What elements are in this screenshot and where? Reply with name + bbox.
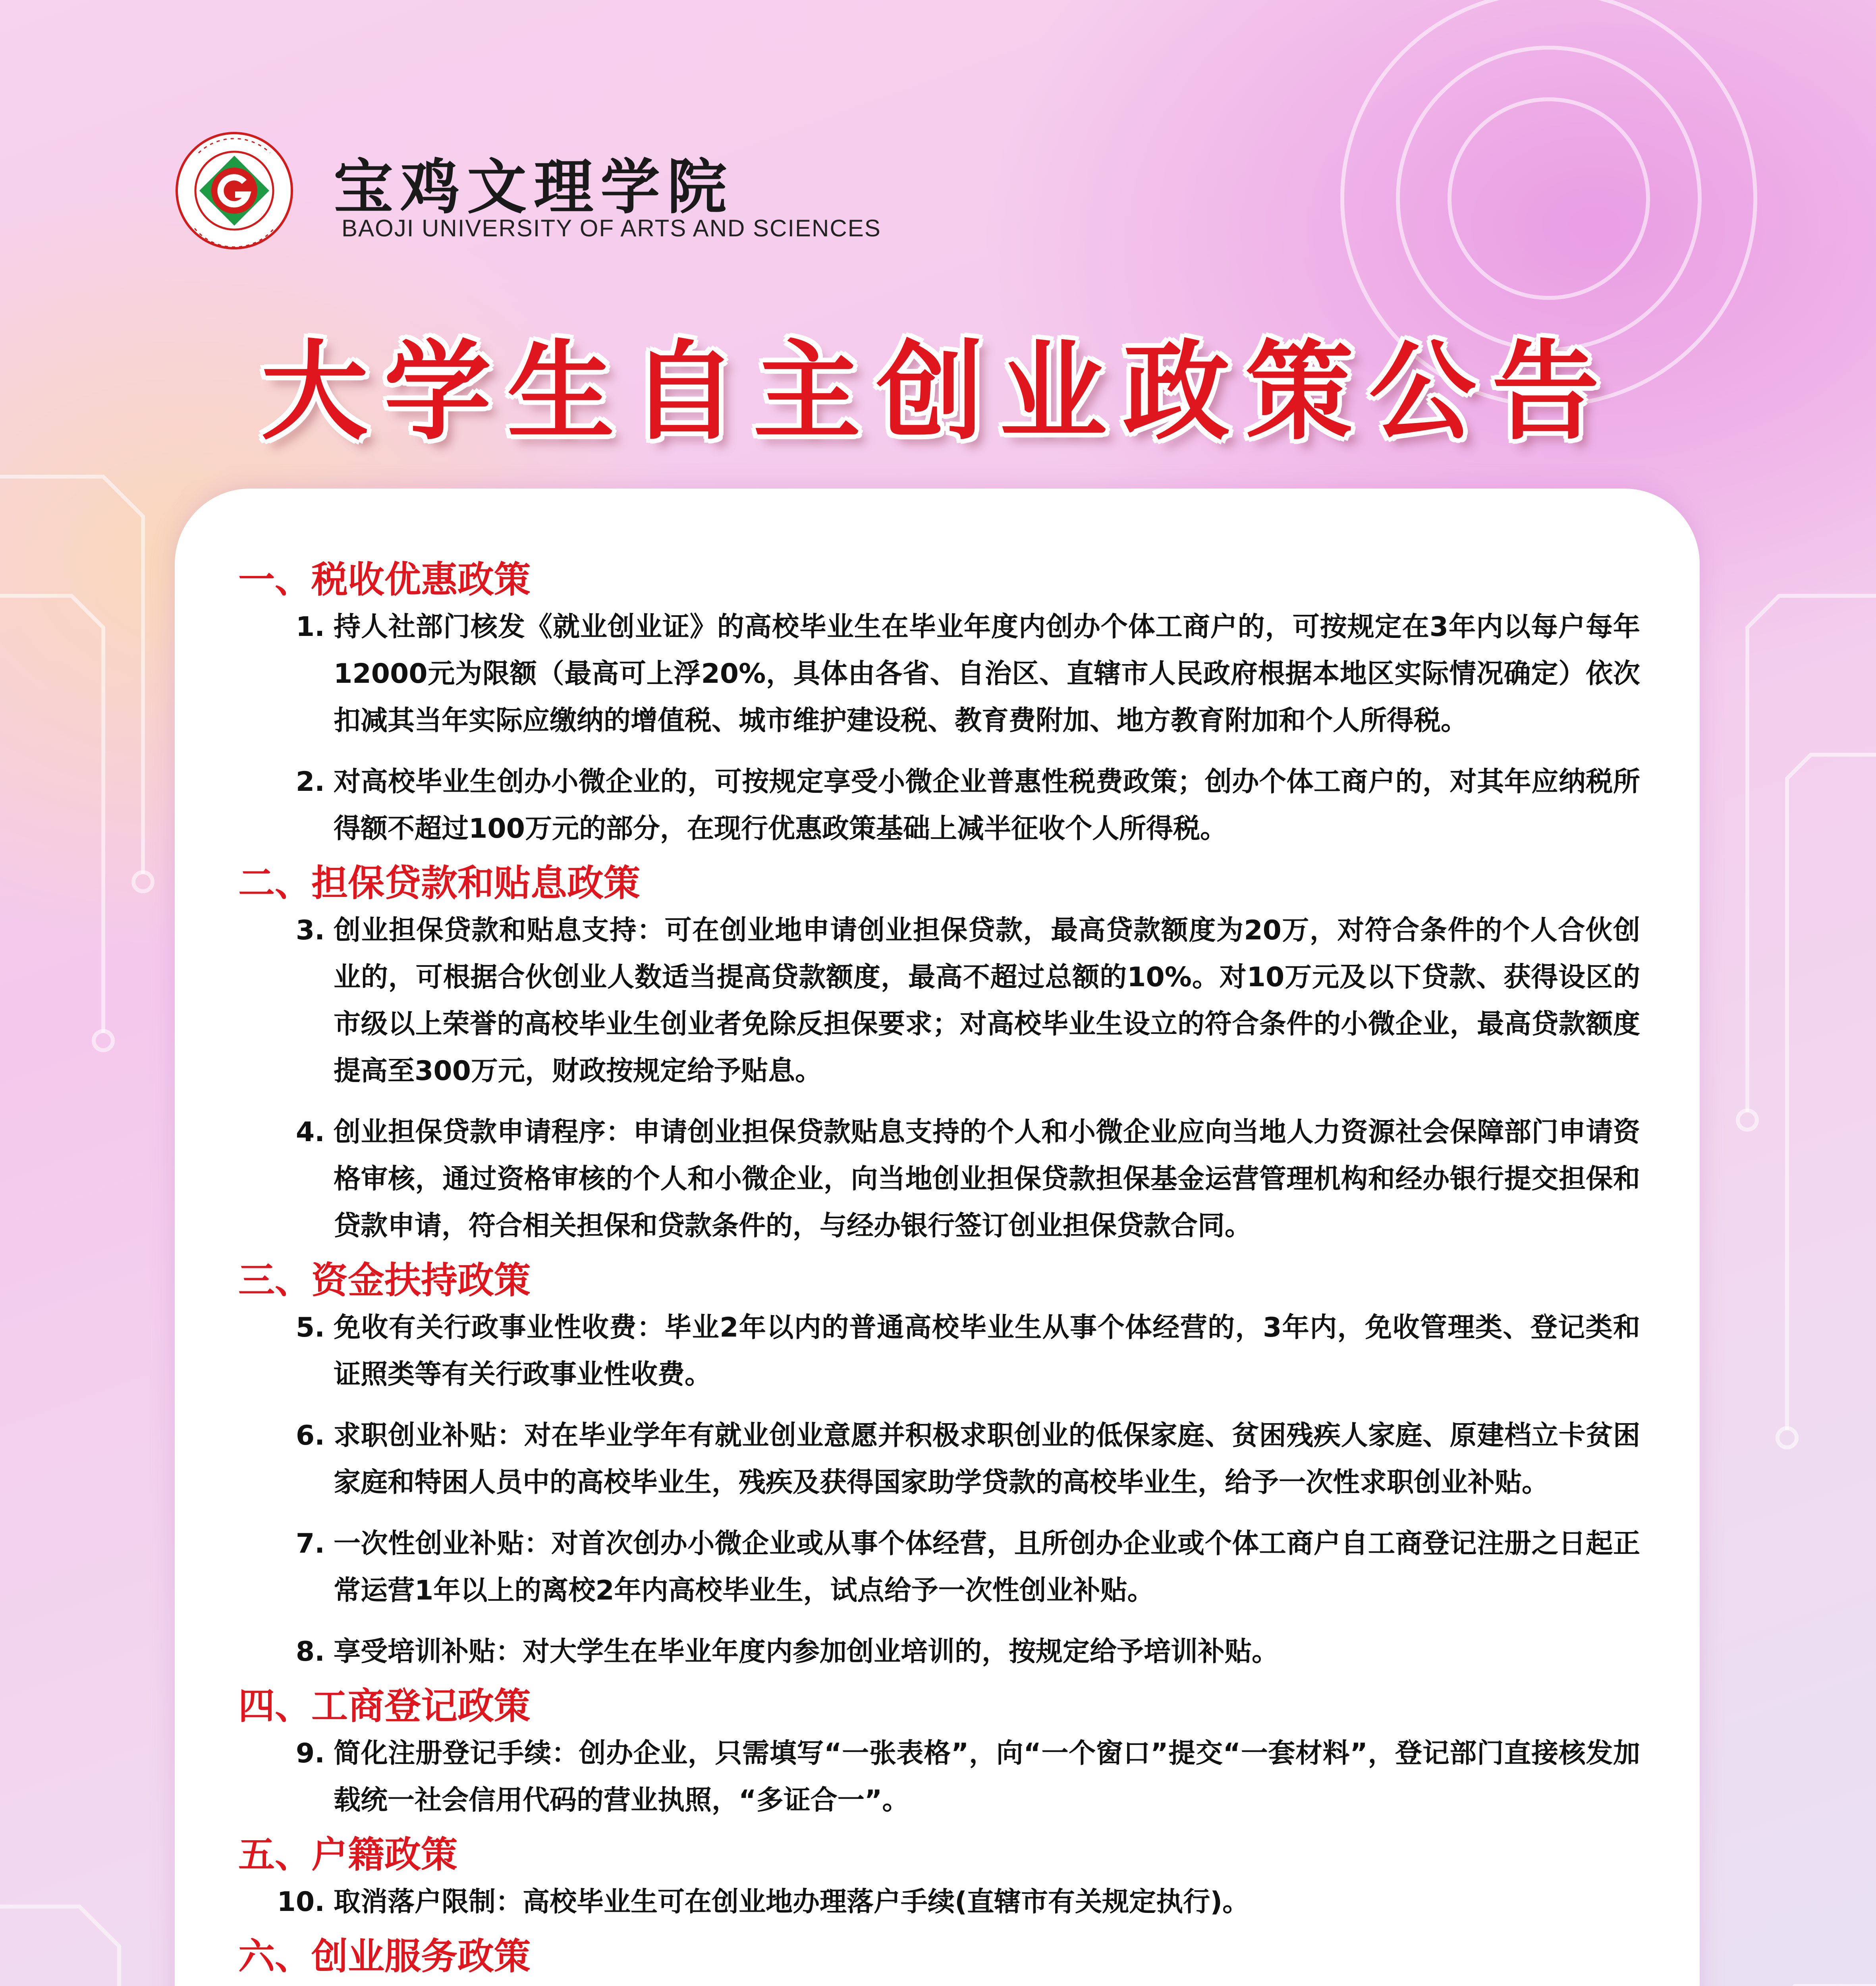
- section-tax: [238, 556, 1640, 852]
- item-number: 2.: [295, 766, 325, 798]
- item-text: 简化注册登记手续：创办企业，只需填写“一张表格”，向“一个窗口”提交“一套材料”，登记部门直接核发加载统一社会信用代码的营业执照，“多证合一”。: [334, 1738, 1640, 1816]
- item-text: 求职创业补贴：对在毕业学年有就业创业意愿并积极求职创业的低保家庭、贫困残疾人家庭、原建档立卡贫困家庭和特困人员中的高校毕业生，残疾及获得国家助学贷款的高校毕业生，给予一次性求职创业补贴。: [334, 1420, 1640, 1498]
- section-title: 五、户籍政策: [238, 1833, 458, 1876]
- section-household: [238, 1831, 1640, 1926]
- item-text: 享受培训补贴：对大学生在毕业年度内参加创业培训的，按规定给予培训补贴。: [334, 1636, 1279, 1667]
- list-item: [238, 1304, 1640, 1398]
- item-text: 创业担保贷款和贴息支持：可在创业地申请创业担保贷款，最高贷款额度为20万，对符合条件的个人合伙创业的，可根据合伙创业人数适当提高贷款额度，最高不超过总额的10%。对10万元及以下贷款、获得设区的市级以上荣誉的高校毕业生创业者免除反担保要求；对高校毕业生设立的符合条件的小微企业，最高贷款额度提高至300万元，财政按规定给予贴息。: [334, 915, 1640, 1087]
- list-item: [238, 907, 1640, 1095]
- school-name-cn: 宝鸡文理学院: [334, 152, 734, 222]
- item-number: 4.: [295, 1117, 325, 1148]
- list-item: [238, 759, 1640, 852]
- list-item: [238, 1980, 1640, 1986]
- list-item: [238, 1879, 1640, 1926]
- item-text: 一次性创业补贴：对首次创办小微企业或从事个体经营，且所创办企业或个体工商户自工商登记注册之日起正常运营1年以上的离校2年内高校毕业生，试点给予一次性创业补贴。: [334, 1528, 1640, 1606]
- list-item: [238, 604, 1640, 744]
- section-registration: [238, 1683, 1640, 1824]
- item-number: 10.: [277, 1886, 325, 1918]
- list-item: [238, 1412, 1640, 1506]
- item-text: 取消落户限制：高校毕业生可在创业地办理落户手续(直辖市有关规定执行)。: [334, 1886, 1250, 1918]
- item-number: [238, 1980, 334, 1986]
- section-title: 一、税收优惠政策: [238, 558, 531, 601]
- section-title: 三、资金扶持政策: [238, 1259, 531, 1302]
- section-title: 二、担保贷款和贴息政策: [238, 862, 641, 904]
- section-loan: [238, 860, 1640, 1250]
- item-text: 对高校毕业生创办小微企业的，可按规定享受小微企业普惠性税费政策；创办个体工商户的，对其年应纳税所得额不超过100万元的部分，在现行优惠政策基础上减半征收个人所得税。: [334, 766, 1640, 844]
- item-number: 9.: [295, 1738, 325, 1769]
- item-number: 3.: [295, 915, 325, 946]
- content-panel: [175, 489, 1700, 1986]
- item-number: 7.: [295, 1528, 325, 1559]
- item-text: [334, 1980, 1640, 1986]
- section-title: 四、工商登记政策: [238, 1685, 531, 1727]
- list-item: [238, 1730, 1640, 1824]
- item-number: 5.: [295, 1312, 325, 1343]
- section-title: 六、创业服务政策: [238, 1935, 531, 1978]
- item-number: 6.: [295, 1420, 325, 1451]
- school-seal-icon: [175, 131, 294, 250]
- page-title: 大学生自主创业政策公告: [261, 329, 1615, 454]
- list-item: [238, 1520, 1640, 1614]
- item-text: 持人社部门核发《就业创业证》的高校毕业生在毕业年度内创办个体工商户的，可按规定在3年内以每户每年12000元为限额（最高可上浮20%，具体由各省、自治区、直辖市人民政府根据本地区实际情况确定）依次扣减其当年实际应缴纳的增值税、城市维护建设税、教育费附加、地方教育附加和个人所得税。: [334, 611, 1640, 736]
- item-text: 免收有关行政事业性收费：毕业2年以内的普通高校毕业生从事个体经营的，3年内，免收管理类、登记类和证照类等有关行政事业性收费。: [334, 1312, 1640, 1390]
- school-logo-block: [175, 131, 929, 250]
- item-text: 创业担保贷款申请程序：申请创业担保贷款贴息支持的个人和小微企业应向当地人力资源社会保障部门申请资格审核，通过资格审核的个人和小微企业，向当地创业担保贷款担保基金运营管理机构和经办银行提交担保和贷款申请，符合相关担保和贷款条件的，与经办银行签订创业担保贷款合同。: [334, 1117, 1640, 1242]
- list-item: [238, 1109, 1640, 1250]
- section-services: [238, 1933, 1640, 1986]
- item-number: 8.: [295, 1636, 325, 1667]
- section-funding: [238, 1257, 1640, 1675]
- list-item: [238, 1629, 1640, 1675]
- school-name-en: BAOJI UNIVERSITY OF ARTS AND SCIENCES: [342, 215, 881, 241]
- item-number: 1.: [295, 611, 325, 643]
